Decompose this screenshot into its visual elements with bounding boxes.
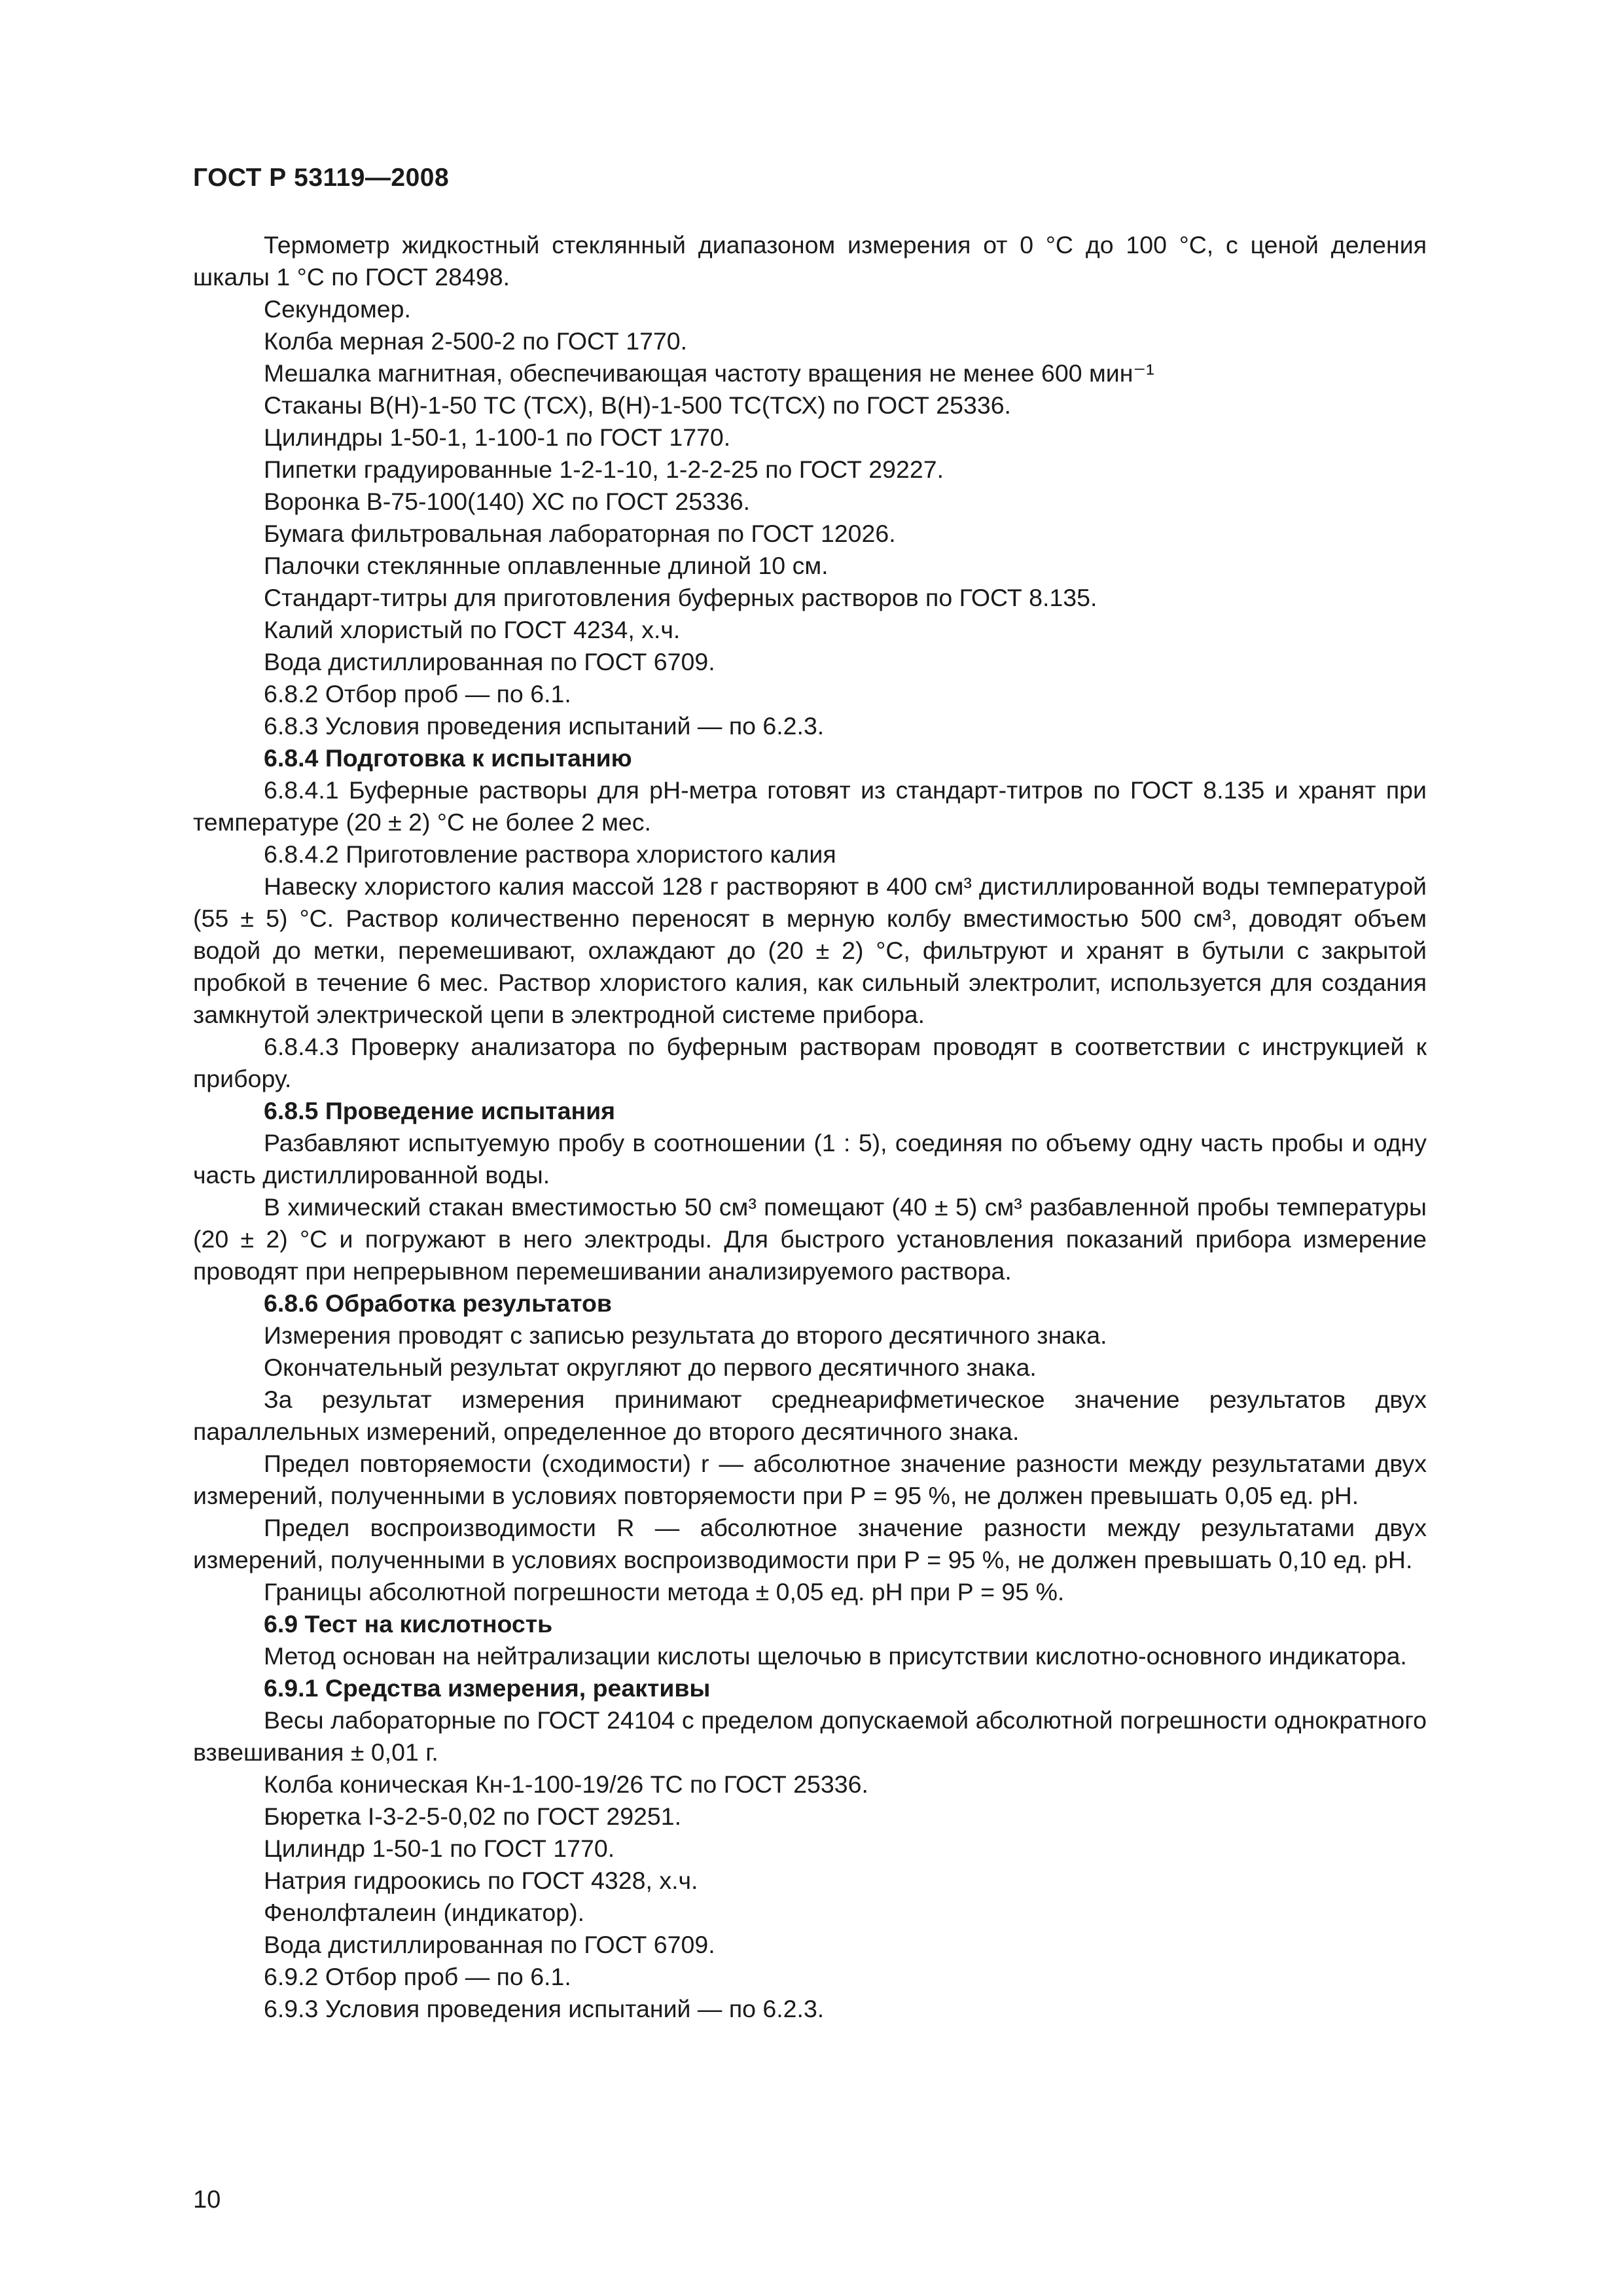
paragraph: Окончательный результат округляют до первого десятичного знака.	[264, 1354, 1037, 1381]
paragraph: 6.9.2 Отбор проб — по 6.1.	[264, 1963, 571, 1990]
paragraph: Метод основан на нейтрализации кислоты щелочью в присутствии кислотно-основного индикатора.	[264, 1642, 1407, 1670]
paragraph: Границы абсолютной погрешности метода ± 0,05 ед. рН при Р = 95 %.	[264, 1578, 1065, 1605]
paragraph: Вода дистиллированная по ГОСТ 6709.	[264, 1931, 715, 1958]
section-heading: 6.8.6 Обработка результатов	[264, 1289, 612, 1317]
paragraph: Навеску хлористого калия массой 128 г растворяют в 400 см³ дистиллированной воды температурой (55 ± 5) °С. Раствор количественно переносят в мерную колбу вместимостью 500 см³, доводят объем водой до метки, перемешивают, охлаждают до (20 ± 2) °С, фильтруют и хранят в бутыли с закрытой пробкой в течение 6 мес. Раствор хлористого калия, как сильный электролит, используется для создания замкнутой электрической цепи в электродной системе прибора.	[193, 872, 1427, 1028]
paragraph: В химический стакан вместимостью 50 см³ помещают (40 ± 5) см³ разбавленной пробы температуры (20 ± 2) °С и погружают в него электроды. Для быстрого установления показаний прибора измерение проводят при непрерывном перемешивании анализируемого раствора.	[193, 1193, 1427, 1285]
paragraph: Секундомер.	[264, 295, 411, 323]
section-heading: 6.8.4 Подготовка к испытанию	[264, 744, 632, 772]
section-heading: 6.9 Тест на кислотность	[264, 1610, 553, 1638]
paragraph: Бюретка I-3-2-5-0,02 по ГОСТ 29251.	[264, 1803, 682, 1830]
paragraph: 6.9.3 Условия проведения испытаний — по 6.2.3.	[264, 1995, 825, 2022]
paragraph: Цилиндры 1-50-1, 1-100-1 по ГОСТ 1770.	[264, 423, 731, 451]
paragraph: Воронка В-75-100(140) ХС по ГОСТ 25336.	[264, 488, 751, 515]
paragraph: Вода дистиллированная по ГОСТ 6709.	[264, 648, 715, 675]
paragraph: 6.8.4.1 Буферные растворы для рН-метра готовят из стандарт-титров по ГОСТ 8.135 и хранят при температуре (20 ± 2) °С не более 2 мес.	[193, 776, 1427, 836]
paragraph: 6.8.4.3 Проверку анализатора по буферным растворам проводят в соответствии с инструкцией к прибору.	[193, 1033, 1427, 1092]
paragraph: Натрия гидроокись по ГОСТ 4328, х.ч.	[264, 1867, 698, 1894]
paragraph: Бумага фильтровальная лабораторная по ГОСТ 12026.	[264, 520, 896, 547]
paragraph: Колба коническая Кн-1-100-19/26 ТС по ГОСТ 25336.	[264, 1770, 868, 1798]
section-heading: 6.9.1 Средства измерения, реактивы	[264, 1674, 711, 1702]
paragraph: Калий хлористый по ГОСТ 4234, х.ч.	[264, 616, 681, 643]
paragraph: Фенолфталеин (индикатор).	[264, 1899, 585, 1926]
body-text	[193, 229, 1427, 2025]
section-heading: 6.8.5 Проведение испытания	[264, 1097, 616, 1124]
paragraph: Предел повторяемости (сходимости) r — абсолютное значение разности между результатами двух измерений, полученными в условиях повторяемости при Р = 95 %, не должен превышать 0,05 ед. рН.	[193, 1450, 1427, 1509]
paragraph: Мешалка магнитная, обеспечивающая частоту вращения не менее 600 мин⁻¹	[264, 359, 1154, 387]
paragraph: Пипетки градуированные 1-2-1-10, 1-2-2-25 по ГОСТ 29227.	[264, 456, 944, 483]
page-number: 10	[193, 2186, 221, 2214]
paragraph: 6.8.4.2 Приготовление раствора хлористого калия	[264, 840, 836, 868]
paragraph: Термометр жидкостный стеклянный диапазоном измерения от 0 °С до 100 °С, с ценой деления шкалы 1 °С по ГОСТ 28498.	[193, 231, 1427, 291]
paragraph: 6.8.3 Условия проведения испытаний — по 6.2.3.	[264, 712, 825, 740]
paragraph: Измерения проводят с записью результата до второго десятичного знака.	[264, 1321, 1107, 1349]
paragraph: Колба мерная 2-500-2 по ГОСТ 1770.	[264, 327, 688, 355]
paragraph: 6.8.2 Отбор проб — по 6.1.	[264, 680, 571, 708]
paragraph: Весы лабораторные по ГОСТ 24104 с пределом допускаемой абсолютной погрешности однократного взвешивания ± 0,01 г.	[193, 1706, 1427, 1766]
paragraph: За результат измерения принимают среднеарифметическое значение результатов двух параллельных измерений, определенное до второго десятичного знака.	[193, 1386, 1427, 1445]
paragraph: Стандарт-титры для приготовления буферных растворов по ГОСТ 8.135.	[264, 584, 1097, 611]
paragraph: Цилиндр 1-50-1 по ГОСТ 1770.	[264, 1835, 615, 1862]
paragraph: Предел воспроизводимости R — абсолютное значение разности между результатами двух измерений, полученными в условиях воспроизводимости при Р = 95 %, не должен превышать 0,10 ед. рН.	[193, 1514, 1427, 1573]
paragraph: Палочки стеклянные оплавленные длиной 10 см.	[264, 552, 829, 579]
paragraph: Стаканы В(Н)-1-50 ТС (ТСХ), В(Н)-1-500 ТС(ТСХ) по ГОСТ 25336.	[264, 391, 1011, 419]
paragraph: Разбавляют испытуемую пробу в соотношении (1 : 5), соединяя по объему одну часть пробы и одну часть дистиллированной воды.	[193, 1129, 1427, 1189]
standard-header: ГОСТ Р 53119—2008	[193, 164, 450, 192]
